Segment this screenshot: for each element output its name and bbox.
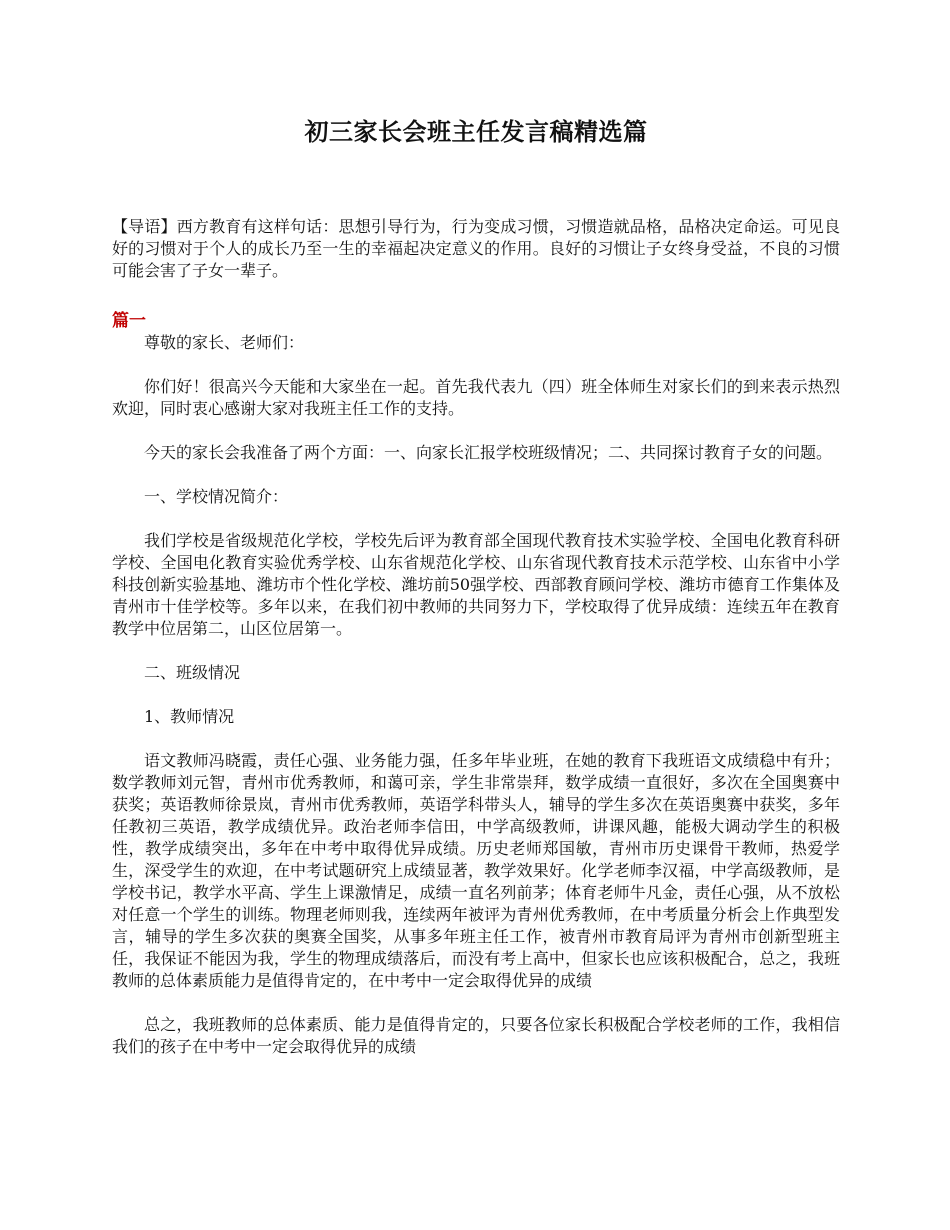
document-title: 初三家长会班主任发言稿精选篇	[304, 117, 648, 146]
salutation-paragraph: 尊敬的家长、老师们：	[144, 333, 305, 352]
teacher-heading: 1、教师情况	[144, 707, 235, 726]
school-paragraph: 我们学校是省级规范化学校，学校先后评为教育部全国现代教育技术实验学校、全国电化教育科研学校、全国电化教育实验优秀学校、山东省规范化学校、山东省现代教育技术示范学校、山东省中小学科技创新实验基地、潍坊市个性化学校、潍坊前50强学校、西部教育顾问学校、潍坊市德育工作集体及青州市十佳学校等。多年以来，在我们初中教师的共同努力下，学校取得了优异成绩：连续五年在教育教学中位居第二，山区位居第一。	[112, 531, 840, 638]
school-heading: 一、学校情况简介：	[144, 487, 289, 506]
document-page	[112, 0, 840, 1080]
section-label: 篇一	[112, 311, 146, 331]
class-heading: 二、班级情况	[144, 663, 241, 682]
agenda-paragraph: 今天的家长会我准备了两个方面：一、向家长汇报学校班级情况；二、共同探讨教育子女的问题。	[144, 443, 833, 462]
summary-paragraph: 总之，我班教师的总体素质、能力是值得肯定的，只要各位家长积极配合学校老师的工作，我相信我们的孩子在中考中一定会取得优异的成绩	[112, 1015, 840, 1056]
greeting-paragraph: 你们好！很高兴今天能和大家坐在一起。首先我代表九（四）班全体师生对家长们的到来表示热烈欢迎，同时衷心感谢大家对我班主任工作的支持。	[112, 377, 840, 418]
teacher-paragraph: 语文教师冯晓霞，责任心强、业务能力强，任多年毕业班，在她的教育下我班语文成绩稳中有升；数学教师刘元智，青州市优秀教师，和蔼可亲，学生非常崇拜，数学成绩一直很好，多次在全国奥赛中获奖；英语教师徐景岚，青州市优秀教师，英语学科带头人，辅导的学生多次在英语奥赛中获奖，多年任教初三英语，教学成绩优异。政治老师李信田，中学高级教师，讲课风趣，能极大调动学生的积极性，教学成绩突出，多年在中考中取得优异成绩。历史老师郑国敏，青州市历史课骨干教师，热爱学生，深受学生的欢迎，在中考试题研究上成绩显著，教学效果好。化学老师李汉福，中学高级教师，是学校书记，教学水平高、学生上课激情足，成绩一直名列前茅；体育老师牛凡金，责任心强，从不放松对任意一个学生的训练。物理老师则我，连续两年被评为青州优秀教师，在中考质量分析会上作典型发言，辅导的学生多次获的奥赛全国奖，从事多年班主任工作，被青州市教育局评为青州市创新型班主任，我保证不能因为我，学生的物理成绩落后，而没有考上高中，但家长也应该积极配合，总之，我班教师的总体素质能力是值得肯定的，在中考中一定会取得优异的成绩	[112, 751, 840, 990]
intro-paragraph: 【导语】西方教育有这样句话：思想引导行为，行为变成习惯，习惯造就品格，品格决定命运。可见良好的习惯对于个人的成长乃至一生的幸福起决定意义的作用。良好的习惯让子女终身受益，不良的习惯可能会害了子女一辈子。	[112, 217, 840, 280]
